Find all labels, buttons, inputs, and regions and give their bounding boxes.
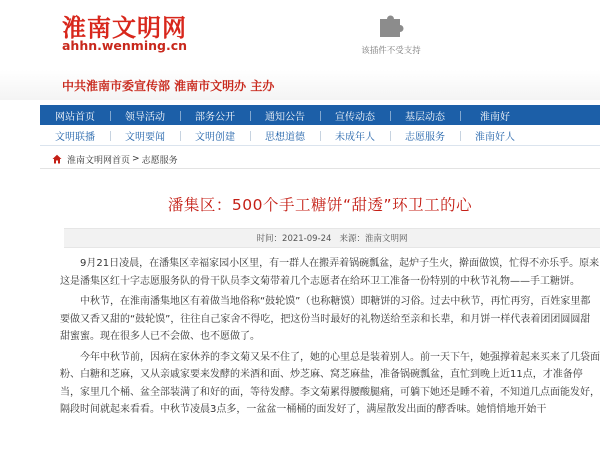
nav-ethics[interactable]: 思想道德 <box>250 128 320 143</box>
nav-home[interactable]: 网站首页 <box>55 111 95 123</box>
nav-leader-activity[interactable]: 领导活动 <box>110 108 180 123</box>
breadcrumb-home-link[interactable]: 淮南文明网首页 <box>67 155 131 166</box>
article-meta <box>64 228 600 248</box>
nav-grassroots[interactable]: 基层动态 <box>390 108 460 123</box>
nav-good-people[interactable]: 淮南好人 <box>460 128 530 143</box>
nav-civil-broadcast[interactable]: 文明联播 <box>55 131 95 143</box>
unsupported-plugin <box>356 10 426 56</box>
nav-publicity[interactable]: 宣传动态 <box>320 108 390 123</box>
nav-civil-news[interactable]: 文明要闻 <box>110 128 180 143</box>
publish-time: 时间：2021-09-24 <box>256 234 332 244</box>
nav-volunteer[interactable]: 志愿服务 <box>390 128 460 143</box>
article-source: 来源：淮南文明网 <box>339 234 408 244</box>
nav-minors[interactable]: 未成年人 <box>320 128 390 143</box>
site-header <box>0 0 600 100</box>
nav-primary-row <box>40 105 600 125</box>
article-paragraph: 中秋节，在淮南潘集地区有着做当地俗称“鼓轮馍”（也称糖馍）即糖饼的习俗。过去中秋节，再忙再穷，百姓家里都要做又香又甜的“鼓轮馍”，往往自己家舍不得吃，把这份当时最好的礼物送给至亲和长辈，和月饼一样代表着团团圆圆甜甜蜜蜜。现在很多人已不会做、也不愿做了。 <box>60 296 591 342</box>
breadcrumb-separator: > <box>132 154 140 164</box>
article-paragraph: 9月21日凌晨，在潘集区幸福家园小区里，有一群人在搬弄着锅碗瓢盆，起炉子生火，擀面做馍，忙得不亦乐乎。原来这是潘集区红十字志愿服务队的骨干队员李文菊带着几个志愿者在给环卫工准备一份特别的中秋节礼物——手工糖饼。 <box>60 258 600 287</box>
article-title: 潘集区：500个手工糖饼“甜透”环卫工的心 <box>167 196 473 214</box>
site-logo[interactable]: 淮南文明网 <box>62 14 187 42</box>
nav-huainan-good[interactable]: 淮南好 <box>460 108 530 123</box>
nav-secondary-row <box>40 125 600 146</box>
breadcrumb-section-link[interactable]: 志愿服务 <box>141 155 178 166</box>
nav-dept-affairs[interactable]: 部务公开 <box>180 108 250 123</box>
site-domain[interactable]: ahhn.wenming.cn <box>62 38 188 53</box>
puzzle-piece-icon <box>376 10 406 40</box>
article-paragraph: 今年中秋节前，因病在家休养的李文菊又呆不住了，她的心里总是装着别人。前一天下午，她强撑着起来买来了几袋面粉、白糖和芝麻，又从亲戚家要来发酵的米酒和面、炒芝麻、窝芝麻盐，准备锅碗瓢盆，直忙到晚上近11点，才准备停当，家里几个桶、盆全部装满了和好的面，等待发酵。李文菊累得腰酸腿痛，可躺下她还是睡不着，不知道几点面能发好，隔段时间就起来看看。中秋节凌晨3点多，一盆盆一桶桶的面发好了，满屋散发出面的酵香味。她悄悄地开始干 <box>60 351 600 415</box>
home-icon <box>52 154 62 164</box>
breadcrumb <box>40 150 600 169</box>
article-body <box>60 255 600 422</box>
nav-civil-creation[interactable]: 文明创建 <box>180 128 250 143</box>
main-nav <box>40 105 600 147</box>
nav-notices[interactable]: 通知公告 <box>250 108 320 123</box>
plugin-notice: 该插件不受支持 <box>361 46 421 56</box>
sponsor-line: 中共淮南市委宣传部 淮南市文明办 主办 <box>62 79 275 93</box>
